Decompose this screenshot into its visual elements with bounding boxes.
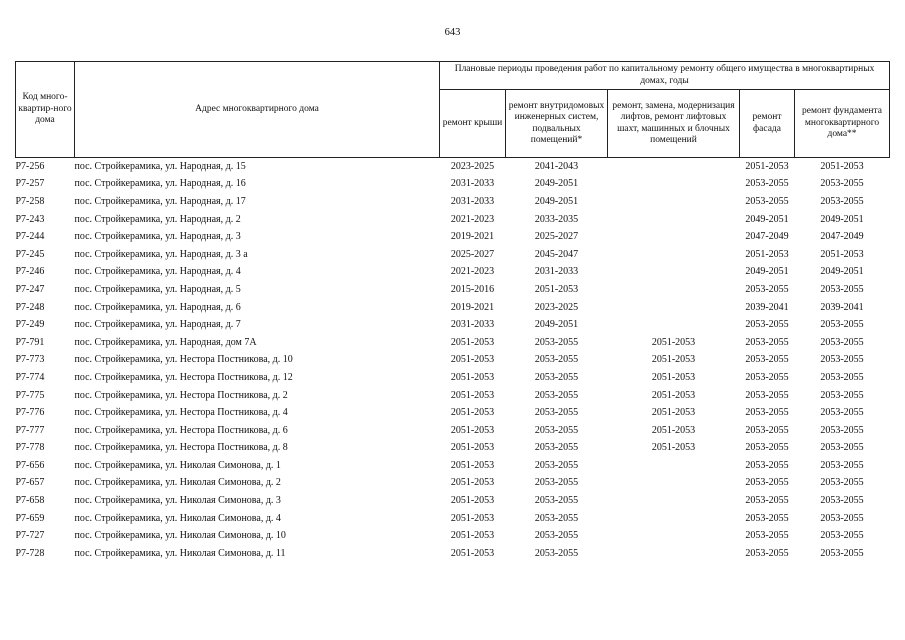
cell-roof: 2031-2033 (450, 319, 495, 331)
cell-address: пос. Стройкерамика, ул. Николая Симонова, д. 4 (74, 512, 281, 524)
table-row (16, 440, 890, 458)
cell-roof: 2021-2023 (450, 266, 495, 278)
cell-facade: 2053-2055 (745, 459, 789, 471)
cell-address: пос. Стройкерамика, ул. Народная, д. 7 (74, 319, 241, 331)
cell-address: пос. Стройкерамика, ул. Народная, д. 15 (74, 160, 246, 172)
cell-address: пос. Стройкерамика, ул. Нестора Постникова, д. 12 (74, 371, 293, 383)
cell-foundation: 2053-2055 (820, 389, 864, 401)
cell-address: пос. Стройкерамика, ул. Нестора Постникова, д. 6 (74, 424, 288, 436)
table-row (16, 316, 890, 334)
cell-address: пос. Стройкерамика, ул. Народная, д. 6 (74, 301, 241, 313)
cell-roof: 2051-2053 (450, 547, 495, 559)
page-number: 643 (444, 27, 461, 38)
cell-foundation: 2049-2051 (820, 213, 864, 225)
cell-code: Р7-656 (15, 459, 45, 471)
cell-foundation: 2053-2055 (820, 512, 864, 524)
cell-roof: 2031-2033 (450, 178, 495, 190)
header-periods-group: Плановые периоды проведения работ по капитальному ремонту общего имущества в многоквартирных домах, годы (440, 62, 890, 90)
cell-address: пос. Стройкерамика, ул. Николая Симонова, д. 1 (74, 459, 281, 471)
cell-address: пос. Стройкерамика, ул. Народная, д. 17 (74, 195, 246, 207)
cell-elevators (608, 246, 740, 264)
cell-utilities: 2053-2055 (534, 336, 579, 348)
cell-code: Р7-244 (15, 231, 45, 243)
cell-elevators (608, 281, 740, 299)
cell-roof: 2051-2053 (450, 336, 495, 348)
header-utilities: ремонт внутридомовых инженерных систем, подвальных помещений* (506, 90, 608, 158)
cell-roof: 2015-2016 (450, 283, 495, 295)
cell-foundation: 2053-2055 (820, 283, 864, 295)
cell-foundation: 2053-2055 (820, 371, 864, 383)
cell-foundation: 2049-2051 (820, 266, 864, 278)
cell-foundation: 2051-2053 (820, 248, 864, 260)
cell-utilities: 2031-2033 (534, 266, 579, 278)
cell-elevators (608, 492, 740, 510)
cell-address: пос. Стройкерамика, ул. Николая Симонова, д. 2 (74, 477, 281, 489)
table-row (16, 158, 890, 176)
cell-code: Р7-778 (15, 442, 45, 454)
cell-elevators (608, 228, 740, 246)
cell-elevators: 2051-2053 (651, 424, 696, 436)
cell-facade: 2053-2055 (745, 371, 789, 383)
table-row (16, 387, 890, 405)
cell-facade: 2053-2055 (745, 407, 789, 419)
cell-address: пос. Стройкерамика, ул. Народная, д. 2 (74, 213, 241, 225)
table-body (16, 158, 890, 563)
cell-utilities: 2053-2055 (534, 459, 579, 471)
cell-facade: 2053-2055 (745, 495, 789, 507)
table-row (16, 176, 890, 194)
cell-facade: 2053-2055 (745, 442, 789, 454)
table-row (16, 404, 890, 422)
cell-roof: 2051-2053 (450, 371, 495, 383)
cell-utilities: 2049-2051 (534, 195, 579, 207)
cell-facade: 2053-2055 (745, 547, 789, 559)
cell-foundation: 2053-2055 (820, 424, 864, 436)
cell-utilities: 2053-2055 (534, 530, 579, 542)
cell-facade: 2053-2055 (745, 319, 789, 331)
cell-code: Р7-657 (15, 477, 45, 489)
header-foundation: ремонт фундамента многоквартирного дома** (795, 90, 890, 158)
cell-foundation: 2053-2055 (820, 195, 864, 207)
table-row (16, 422, 890, 440)
table-row (16, 193, 890, 211)
cell-foundation: 2053-2055 (820, 407, 864, 419)
cell-utilities: 2053-2055 (534, 389, 579, 401)
cell-utilities: 2053-2055 (534, 547, 579, 559)
cell-elevators (608, 299, 740, 317)
table-row (16, 510, 890, 528)
cell-foundation: 2053-2055 (820, 477, 864, 489)
cell-elevators (608, 545, 740, 563)
cell-roof: 2051-2053 (450, 495, 495, 507)
cell-foundation: 2053-2055 (820, 459, 864, 471)
cell-roof: 2025-2027 (450, 248, 495, 260)
table-row (16, 369, 890, 387)
cell-facade: 2051-2053 (745, 248, 789, 260)
cell-address: пос. Стройкерамика, ул. Народная, д. 4 (74, 266, 241, 278)
cell-utilities: 2053-2055 (534, 371, 579, 383)
cell-roof: 2051-2053 (450, 477, 495, 489)
cell-facade: 2039-2041 (745, 301, 789, 313)
cell-foundation: 2053-2055 (820, 547, 864, 559)
cell-utilities: 2053-2055 (534, 354, 579, 366)
cell-roof: 2031-2033 (450, 195, 495, 207)
cell-elevators (608, 316, 740, 334)
cell-roof: 2051-2053 (450, 442, 495, 454)
cell-code: Р7-256 (15, 160, 45, 172)
cell-utilities: 2053-2055 (534, 442, 579, 454)
cell-code: Р7-245 (15, 248, 45, 260)
cell-code: Р7-257 (15, 178, 45, 190)
cell-code: Р7-258 (15, 195, 45, 207)
cell-roof: 2019-2021 (450, 301, 495, 313)
cell-elevators (608, 475, 740, 493)
cell-address: пос. Стройкерамика, ул. Нестора Постникова, д. 2 (74, 389, 288, 401)
table-row (16, 334, 890, 352)
cell-address: пос. Стройкерамика, ул. Николая Симонова, д. 10 (74, 530, 286, 542)
cell-utilities: 2051-2053 (534, 283, 579, 295)
table-row (16, 246, 890, 264)
cell-elevators: 2051-2053 (651, 354, 696, 366)
cell-foundation: 2053-2055 (820, 319, 864, 331)
table-row (16, 352, 890, 370)
cell-address: пос. Стройкерамика, ул. Народная, дом 7А (74, 336, 257, 348)
cell-address: пос. Стройкерамика, ул. Николая Симонова, д. 11 (74, 547, 286, 559)
table-row (16, 264, 890, 282)
cell-elevators (608, 527, 740, 545)
cell-roof: 2051-2053 (450, 459, 495, 471)
cell-facade: 2053-2055 (745, 195, 789, 207)
cell-elevators: 2051-2053 (651, 371, 696, 383)
cell-roof: 2023-2025 (450, 160, 495, 172)
cell-facade: 2047-2049 (745, 231, 789, 243)
cell-utilities: 2049-2051 (534, 319, 579, 331)
table-row (16, 299, 890, 317)
cell-foundation: 2053-2055 (820, 178, 864, 190)
cell-utilities: 2041-2043 (534, 160, 579, 172)
cell-elevators (608, 211, 740, 229)
cell-roof: 2051-2053 (450, 407, 495, 419)
cell-roof: 2051-2053 (450, 424, 495, 436)
cell-address: пос. Стройкерамика, ул. Николая Симонова, д. 3 (74, 495, 281, 507)
header-code: Код много-квартир-ного дома (16, 62, 75, 158)
cell-address: пос. Стройкерамика, ул. Народная, д. 3 (74, 231, 241, 243)
cell-utilities: 2053-2055 (534, 407, 579, 419)
header-facade: ремонт фасада (740, 90, 795, 158)
cell-facade: 2053-2055 (745, 477, 789, 489)
cell-code: Р7-777 (15, 424, 45, 436)
cell-elevators: 2051-2053 (651, 336, 696, 348)
cell-roof: 2051-2053 (450, 389, 495, 401)
cell-utilities: 2053-2055 (534, 512, 579, 524)
cell-foundation: 2047-2049 (820, 231, 864, 243)
cell-elevators (608, 510, 740, 528)
cell-code: Р7-249 (15, 319, 45, 331)
table-row (16, 211, 890, 229)
table-row (16, 527, 890, 545)
cell-elevators: 2051-2053 (651, 407, 696, 419)
cell-code: Р7-248 (15, 301, 45, 313)
cell-foundation: 2053-2055 (820, 336, 864, 348)
cell-address: пос. Стройкерамика, ул. Нестора Постникова, д. 8 (74, 442, 288, 454)
cell-foundation: 2053-2055 (820, 530, 864, 542)
cell-utilities: 2033-2035 (534, 213, 579, 225)
cell-code: Р7-728 (15, 547, 45, 559)
cell-facade: 2053-2055 (745, 336, 789, 348)
cell-facade: 2053-2055 (745, 424, 789, 436)
cell-roof: 2021-2023 (450, 213, 495, 225)
cell-utilities: 2049-2051 (534, 178, 579, 190)
cell-facade: 2053-2055 (745, 530, 789, 542)
repair-schedule-table (15, 61, 890, 563)
cell-code: Р7-658 (15, 495, 45, 507)
cell-facade: 2049-2051 (745, 213, 789, 225)
table-row (16, 457, 890, 475)
cell-elevators (608, 176, 740, 194)
header-address: Адрес многоквартирного дома (75, 62, 440, 158)
cell-code: Р7-246 (15, 266, 45, 278)
cell-code: Р7-727 (15, 530, 45, 542)
cell-address: пос. Стройкерамика, ул. Нестора Постникова, д. 10 (74, 354, 293, 366)
cell-foundation: 2053-2055 (820, 354, 864, 366)
cell-foundation: 2039-2041 (820, 301, 864, 313)
cell-code: Р7-774 (15, 371, 45, 383)
cell-elevators (608, 193, 740, 211)
cell-utilities: 2053-2055 (534, 477, 579, 489)
header-elevators: ремонт, замена, модернизация лифтов, ремонт лифтовых шахт, машинных и блочных помещений (608, 90, 740, 158)
cell-code: Р7-243 (15, 213, 45, 225)
cell-address: пос. Стройкерамика, ул. Нестора Постникова, д. 4 (74, 407, 288, 419)
table-row (16, 545, 890, 563)
cell-foundation: 2053-2055 (820, 495, 864, 507)
cell-roof: 2051-2053 (450, 354, 495, 366)
table-header (16, 62, 890, 158)
cell-facade: 2053-2055 (745, 178, 789, 190)
cell-elevators: 2051-2053 (651, 442, 696, 454)
cell-utilities: 2045-2047 (534, 248, 579, 260)
cell-utilities: 2025-2027 (534, 231, 579, 243)
cell-roof: 2051-2053 (450, 512, 495, 524)
cell-foundation: 2051-2053 (820, 160, 864, 172)
table-row (16, 475, 890, 493)
cell-address: пос. Стройкерамика, ул. Народная, д. 3 а (74, 248, 248, 260)
cell-elevators (608, 457, 740, 475)
cell-code: Р7-773 (15, 354, 45, 366)
cell-elevators (608, 158, 740, 176)
cell-facade: 2051-2053 (745, 160, 789, 172)
cell-elevators: 2051-2053 (651, 389, 696, 401)
cell-code: Р7-776 (15, 407, 45, 419)
table-row (16, 281, 890, 299)
cell-utilities: 2053-2055 (534, 495, 579, 507)
cell-utilities: 2053-2055 (534, 424, 579, 436)
header-roof: ремонт крыши (440, 90, 506, 158)
cell-facade: 2053-2055 (745, 512, 789, 524)
cell-roof: 2051-2053 (450, 530, 495, 542)
cell-facade: 2053-2055 (745, 283, 789, 295)
cell-code: Р7-791 (15, 336, 45, 348)
table-row (16, 492, 890, 510)
cell-code: Р7-247 (15, 283, 45, 295)
cell-code: Р7-775 (15, 389, 45, 401)
cell-elevators (608, 264, 740, 282)
cell-address: пос. Стройкерамика, ул. Народная, д. 5 (74, 283, 241, 295)
cell-facade: 2053-2055 (745, 389, 789, 401)
cell-facade: 2053-2055 (745, 354, 789, 366)
cell-foundation: 2053-2055 (820, 442, 864, 454)
table-row (16, 228, 890, 246)
cell-address: пос. Стройкерамика, ул. Народная, д. 16 (74, 178, 246, 190)
cell-utilities: 2023-2025 (534, 301, 579, 313)
cell-facade: 2049-2051 (745, 266, 789, 278)
cell-roof: 2019-2021 (450, 231, 495, 243)
cell-code: Р7-659 (15, 512, 45, 524)
